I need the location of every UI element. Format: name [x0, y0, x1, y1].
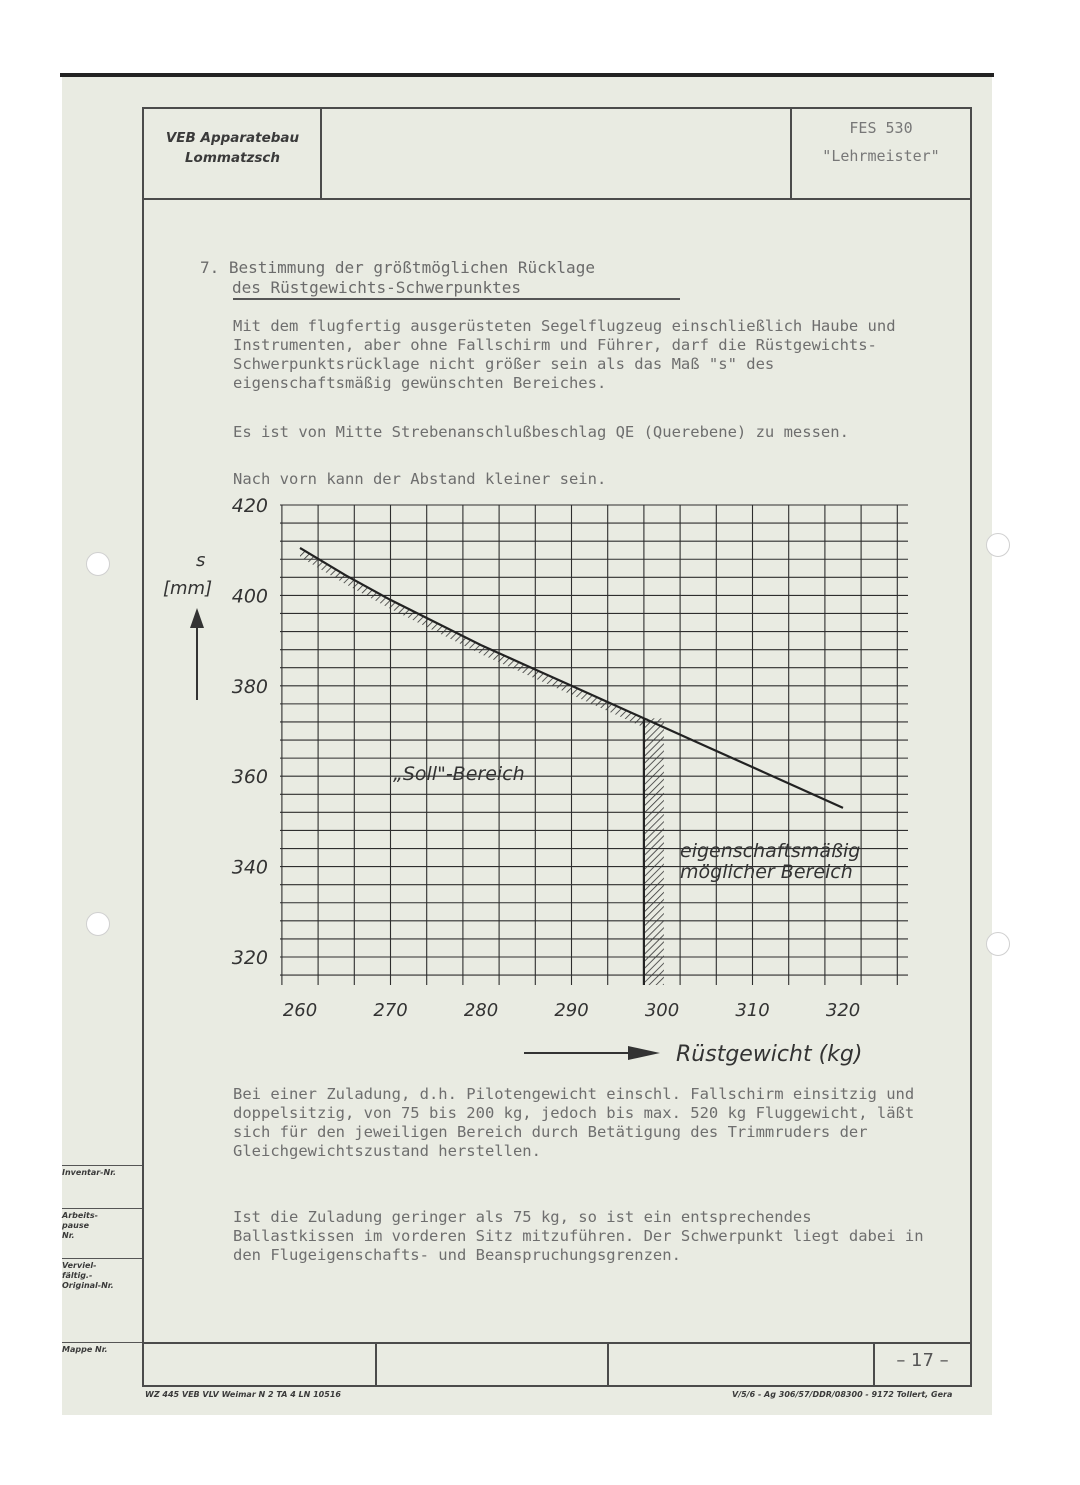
- company-line-2: Lommatzsch: [184, 150, 281, 166]
- arbeits-field: [62, 1208, 142, 1258]
- arbeits-label-3: Nr.: [62, 1231, 75, 1240]
- inventar-label: Inventar-Nr.: [62, 1168, 117, 1177]
- footer-row: [142, 1342, 972, 1387]
- section-number: 7.: [200, 258, 220, 277]
- punch-hole-left-top: [86, 552, 110, 576]
- punch-hole-left-bottom: [86, 912, 110, 936]
- y-tick-label: 420: [231, 495, 268, 517]
- boundary-hatch-band: [644, 718, 664, 985]
- x-axis-label: Rüstgewicht (kg): [676, 1042, 863, 1067]
- y-tick-label: 320: [231, 947, 268, 969]
- x-axis-arrow-head: [628, 1046, 660, 1060]
- x-tick-label: 310: [735, 1000, 770, 1021]
- punch-hole-right-top: [986, 533, 1010, 557]
- x-tick-label: 260: [282, 1000, 318, 1021]
- punch-hole-right-bottom: [986, 932, 1010, 956]
- chart-grid: [280, 505, 908, 985]
- y-axis-label-unit: [mm]: [163, 578, 213, 599]
- model-line-2: "Lehrmeister": [822, 147, 940, 165]
- limit-hatch-band: [300, 548, 644, 727]
- verviel-label-2: fältig.-: [62, 1271, 93, 1280]
- x-tick-label: 290: [554, 1000, 589, 1021]
- paragraph-5: Ist die Zuladung geringer als 75 kg, so ist ein entsprechendes Ballastkissen im vorderen Sitz mitzuführen. Der Schwerpunkt liegt dabei in den Flugeigenschafts- und Beanspruchungsgrenzen.: [233, 1208, 924, 1264]
- y-axis-label-s: s: [196, 550, 206, 571]
- x-tick-label: 270: [373, 1000, 408, 1021]
- verviel-label-1: Verviel-: [62, 1261, 97, 1270]
- y-tick-label: 340: [231, 856, 268, 879]
- inventar-field: [62, 1165, 142, 1185]
- possible-range-label-line-2: möglicher Bereich: [680, 861, 853, 883]
- verviel-field: [62, 1258, 142, 1300]
- y-tick-label: 400: [231, 585, 268, 608]
- chart-labels: [163, 550, 862, 1067]
- soll-bereich-label: „Soll"-Bereich: [393, 763, 525, 785]
- x-tick-label: 300: [644, 1000, 680, 1021]
- page-number: – 17 –: [896, 1350, 949, 1371]
- company-line-1: VEB Apparatebau: [165, 130, 300, 146]
- section-title-line-2: des Rüstgewichts-Schwerpunktes: [232, 278, 521, 297]
- paragraph-3: Nach vorn kann der Abstand kleiner sein.: [233, 470, 607, 488]
- y-tick-label: 380: [231, 675, 268, 698]
- arbeits-label-1: Arbeits-: [62, 1211, 98, 1220]
- paragraph-2: Es ist von Mitte Strebenanschlußbeschlag QE (Querebene) zu messen.: [233, 423, 849, 441]
- possible-range-label-line-1: eigenschaftsmäßig: [680, 840, 861, 862]
- mappe-field: [62, 1342, 142, 1362]
- x-tick-label: 280: [463, 1000, 499, 1021]
- mappe-label: Mappe Nr.: [62, 1345, 108, 1354]
- arbeits-label-2: pause: [62, 1221, 90, 1230]
- paragraph-4: Bei einer Zuladung, d.h. Pilotengewicht einschl. Fallschirm einsitzig und doppelsitzig, von 75 bis 200 kg, jedoch bis max. 520 kg Fluggewicht, läßt sich für den jeweiligen Bereich durch Betätigung des Trimmruders der Gleichgewichtszustand herstellen.: [233, 1085, 915, 1160]
- print-info-right: V/5/6 - Ag 306/57/DDR/08300 - 9172 Tollert, Gera: [732, 1390, 953, 1399]
- print-info-left: WZ 445 VEB VLV Weimar N 2 TA 4 LN 10516: [145, 1390, 341, 1399]
- paragraph-1: Mit dem flugfertig ausgerüsteten Segelflugzeug einschließlich Haube und Instrumenten, aber ohne Fallschirm und Führer, darf die Rüstgewichts-Schwerpunktsrücklage nicht größer sein als das Maß "s" des eigenschaftsmäßig gewünschten Bereiches.: [233, 317, 896, 392]
- x-tick-label: 320: [825, 1000, 861, 1021]
- y-axis-arrow-head: [190, 608, 204, 628]
- y-tick-label: 360: [231, 766, 268, 789]
- model-line-1: FES 530: [849, 119, 913, 137]
- footer-divider-1: [375, 1342, 377, 1387]
- section-title-line-1: Bestimmung der größtmöglichen Rücklage: [228, 258, 595, 277]
- footer-divider-2: [607, 1342, 609, 1387]
- verviel-label-3: Original-Nr.: [62, 1281, 114, 1290]
